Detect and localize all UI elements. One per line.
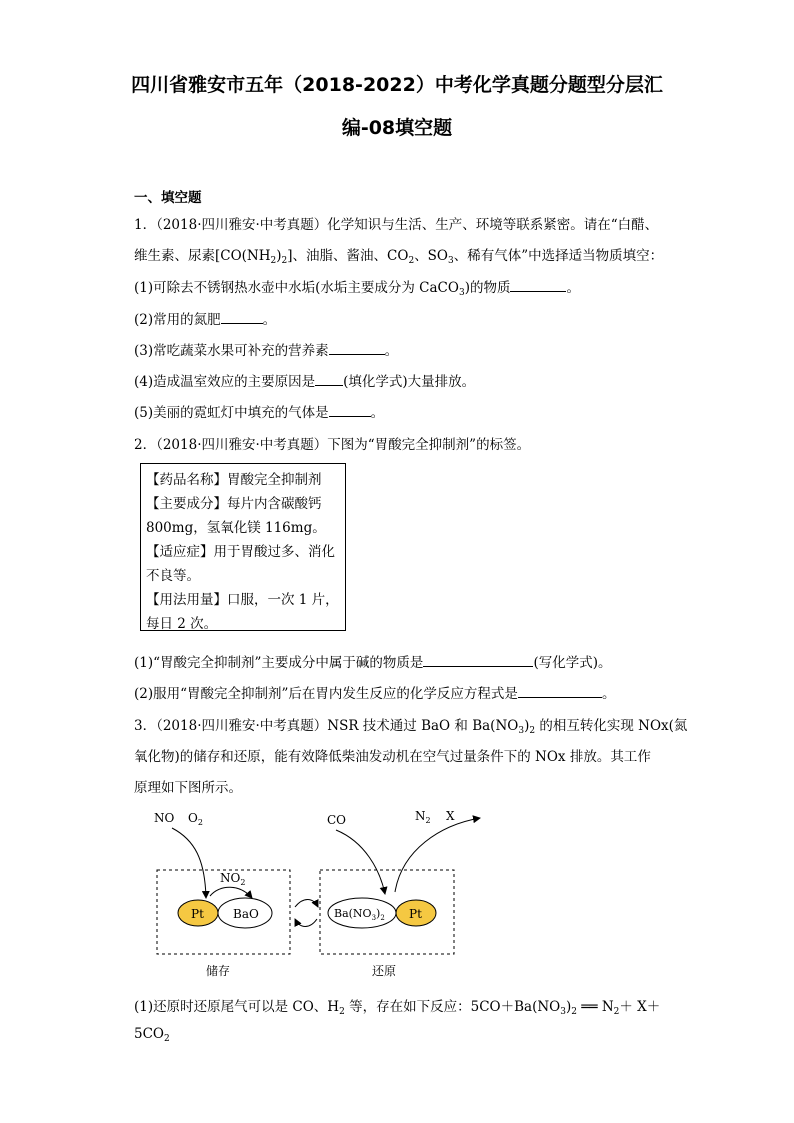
q3-line1: 3．（2018·四川雅安·中考真题）NSR 技术通过 BaO 和 $Ba(NO_3)_2$ 的相互转化实现 NOx(氮 bbox=[134, 718, 688, 736]
q2-line1: 2．（2018·四川雅安·中考真题）下图为“胃酸完全抑制剂”的标签。 bbox=[134, 437, 531, 453]
caption-storage: 储存 bbox=[206, 964, 231, 978]
label-line: 【适应症】用于胃酸过多、消化 bbox=[146, 544, 335, 560]
q3-line3: 原理如下图所示。 bbox=[134, 780, 242, 796]
doc-title-line2: 编-08填空题 bbox=[341, 117, 453, 139]
q3-item1-line2: $5CO_2$ bbox=[134, 1026, 170, 1044]
label-n2: $N_2$ bbox=[415, 809, 431, 825]
drug-label-box bbox=[140, 463, 346, 631]
q1-item4: (4)造成温室效应的主要原因是 (填化学式)大量排放。 bbox=[134, 374, 476, 390]
caption-reduction: 还原 bbox=[372, 964, 397, 978]
q3-item1-line1: (1)还原时还原尾气可以是 CO、$H_2$ 等，存在如下反应：$5CO+Ba(NO_3)_2$ ══ $N_2+ X+$ bbox=[134, 999, 661, 1017]
label-no2: $NO_2$ bbox=[220, 871, 246, 887]
label-line: 不良等。 bbox=[146, 568, 200, 584]
answer-blank[interactable] bbox=[423, 654, 533, 667]
label-no: NO bbox=[154, 811, 175, 825]
label-line: 【主要成分】每片内含碳酸钙 bbox=[146, 496, 322, 512]
label-banitrate: $Ba(NO_3)_2$ bbox=[334, 907, 385, 922]
arrow-out-reduction bbox=[395, 818, 480, 892]
q1-item1: (1)可除去不锈钢热水壶中水垢(水垢主要成分为 CaCO$_3$)的物质 。 bbox=[134, 280, 580, 298]
answer-blank[interactable] bbox=[518, 685, 602, 698]
answer-blank[interactable] bbox=[329, 342, 385, 355]
nsr-diagram bbox=[140, 800, 500, 980]
label-line: 【药品名称】胃酸完全抑制剂 bbox=[146, 472, 322, 488]
label-line: 每日 2 次。 bbox=[146, 616, 218, 632]
q2-item1: (1)“胃酸完全抑制剂”主要成分中属于碱的物质是 (写化学式)。 bbox=[134, 655, 612, 671]
answer-blank[interactable] bbox=[510, 279, 566, 292]
q1-item2: (2)常用的氮肥 。 bbox=[134, 312, 277, 328]
doc-title-line1: 四川省雅安市五年（2018-2022）中考化学真题分题型分层汇 bbox=[131, 74, 663, 96]
q1-line1: 1．（2018·四川雅安·中考真题）化学知识与生活、生产、环境等联系紧密。请在“白醋、 bbox=[134, 217, 659, 233]
q2-item2: (2)服用“胃酸完全抑制剂”后在胃内发生反应的化学反应方程式是 。 bbox=[134, 686, 616, 702]
q1-line2: 维生素、尿素$[CO(NH_2)_2]$、油脂、酱油、$CO_2$、$SO_3$、稀有气体”中选择适当物质填空： bbox=[134, 248, 664, 266]
answer-blank[interactable] bbox=[315, 373, 343, 386]
q1-item3: (3)常吃蔬菜水果可补充的营养素 。 bbox=[134, 343, 399, 359]
arrow-no2 bbox=[210, 887, 252, 898]
label-line: 【用法用量】口服，一次 1 片， bbox=[146, 592, 339, 608]
q1-item5: (5)美丽的霓虹灯中填充的气体是 。 bbox=[134, 405, 385, 421]
arrow-exchange-left bbox=[295, 919, 317, 927]
answer-blank[interactable] bbox=[221, 311, 263, 324]
label-bao: BaO bbox=[233, 907, 259, 921]
label-co: CO bbox=[327, 813, 347, 827]
arrow-in-reduction bbox=[336, 830, 385, 894]
section-heading: 一、填空题 bbox=[134, 190, 202, 206]
label-pt-storage: Pt bbox=[191, 907, 204, 921]
arrow-exchange-right bbox=[295, 900, 318, 908]
label-pt-reduction: Pt bbox=[409, 907, 422, 921]
label-x: X bbox=[446, 809, 455, 823]
q3-line2: 氧化物)的储存和还原，能有效降低柴油发动机在空气过量条件下的 NOx 排放。其工作 bbox=[134, 749, 651, 765]
arrow-in-storage bbox=[172, 828, 206, 898]
label-o2: $O_2$ bbox=[188, 811, 203, 827]
label-line: 800mg，氢氧化镁 116mg。 bbox=[146, 520, 326, 536]
answer-blank[interactable] bbox=[329, 404, 371, 417]
